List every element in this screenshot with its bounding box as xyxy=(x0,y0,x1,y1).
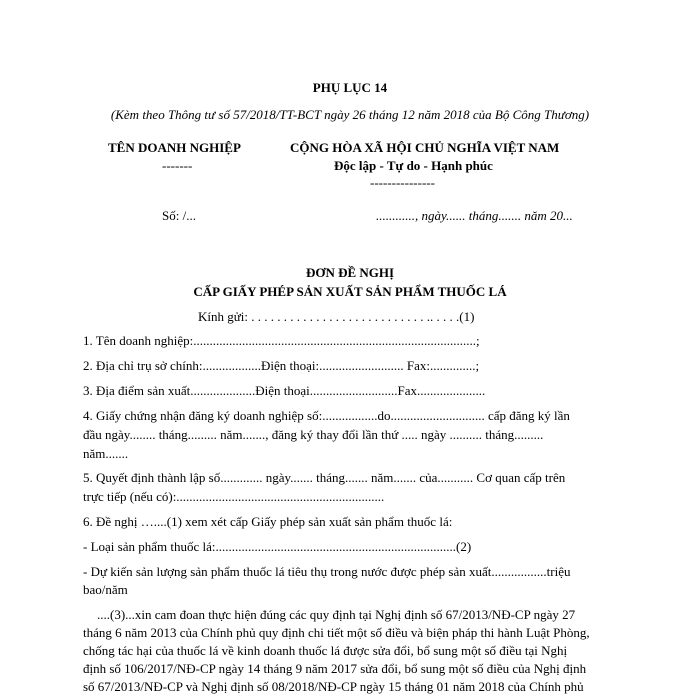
field-business-registration-cont2: năm....... xyxy=(83,446,129,461)
document-date: ............, ngày...... tháng....... năm 20... xyxy=(376,208,573,223)
commitment-line-1: ....(3)...xin cam đoan thực hiện đúng các quy định tại Nghị định số 67/2013/NĐ-CP ngày 27 xyxy=(97,607,576,622)
commitment-line-5: số 67/2013/NĐ-CP và Nghị định số 08/2018/NĐ-CP ngày 15 tháng 01 năm 2018 của Chính phủ xyxy=(83,679,584,694)
field-product-type: - Loại sản phẩm thuốc lá:..........................................................................(2) xyxy=(83,539,472,554)
field-company-name: 1. Tên doanh nghiệp:.......................................................................................; xyxy=(83,333,480,348)
field-expected-output: - Dự kiến sản lượng sản phẩm thuốc lá tiêu thụ trong nước được phép sản xuất.................triệu xyxy=(83,564,571,579)
appendix-subtitle: (Kèm theo Thông tư số 57/2018/TT-BCT ngày 26 tháng 12 năm 2018 của Bộ Công Thương) xyxy=(110,107,590,122)
field-expected-output-unit: bao/năm xyxy=(83,582,128,597)
document-number: Số: /... xyxy=(162,208,196,223)
field-request: 6. Đề nghị …....(1) xem xét cấp Giấy phép sản xuất sản phẩm thuốc lá: xyxy=(83,514,453,529)
form-subtitle: CẤP GIẤY PHÉP SẢN XUẤT SẢN PHẨM THUỐC LÁ xyxy=(193,284,507,299)
company-name-placeholder: TÊN DOANH NGHIỆP xyxy=(108,140,241,155)
commitment-line-4: định số 106/2017/NĐ-CP ngày 14 tháng 9 năm 2017 sửa đổi, bổ sung một số điều của Nghị định xyxy=(83,661,587,676)
field-production-site: 3. Địa điểm sản xuất....................Điện thoại...........................Fax..................... xyxy=(83,383,486,398)
form-title: ĐƠN ĐỀ NGHỊ xyxy=(305,265,395,280)
republic-heading: CỘNG HÒA XÃ HỘI CHỦ NGHĨA VIỆT NAM xyxy=(290,140,560,155)
motto-dash: --------------- xyxy=(370,175,435,190)
field-business-registration-cont: đầu ngày........ tháng......... năm......., đăng ký thay đổi lần thứ ..... ngày .......... tháng......... xyxy=(83,427,544,442)
field-establishment-decision-cont: trực tiếp (nếu có):................................................................ xyxy=(83,489,385,504)
appendix-title: PHỤ LỤC 14 xyxy=(312,80,388,95)
field-business-registration: 4. Giấy chứng nhận đăng ký doanh nghiệp số:.................do............................. cấp đăng ký lần xyxy=(83,408,570,423)
commitment-line-3: chống tác hại của thuốc lá về kinh doanh thuốc lá được sửa đổi, bổ sung một số điều tại Nghị xyxy=(83,643,568,658)
recipient-line: Kính gửi: . . . . . . . . . . . . . . . . . . . . . . . . . . . .. . . . .(1) xyxy=(198,309,475,324)
field-head-office: 2. Địa chỉ trụ sở chính:..................Điện thoại:.......................... Fax:..............; xyxy=(83,358,480,373)
national-motto: Độc lập - Tự do - Hạnh phúc xyxy=(334,158,493,173)
commitment-line-2: tháng 6 năm 2013 của Chính phủ quy định chi tiết một số điều và biện pháp thi hành Luật Phòng, xyxy=(83,625,590,640)
company-dash: ------- xyxy=(162,158,193,173)
field-establishment-decision: 5. Quyết định thành lập số............. ngày....... tháng....... năm....... của........... Cơ quan cấp trên xyxy=(83,470,566,485)
